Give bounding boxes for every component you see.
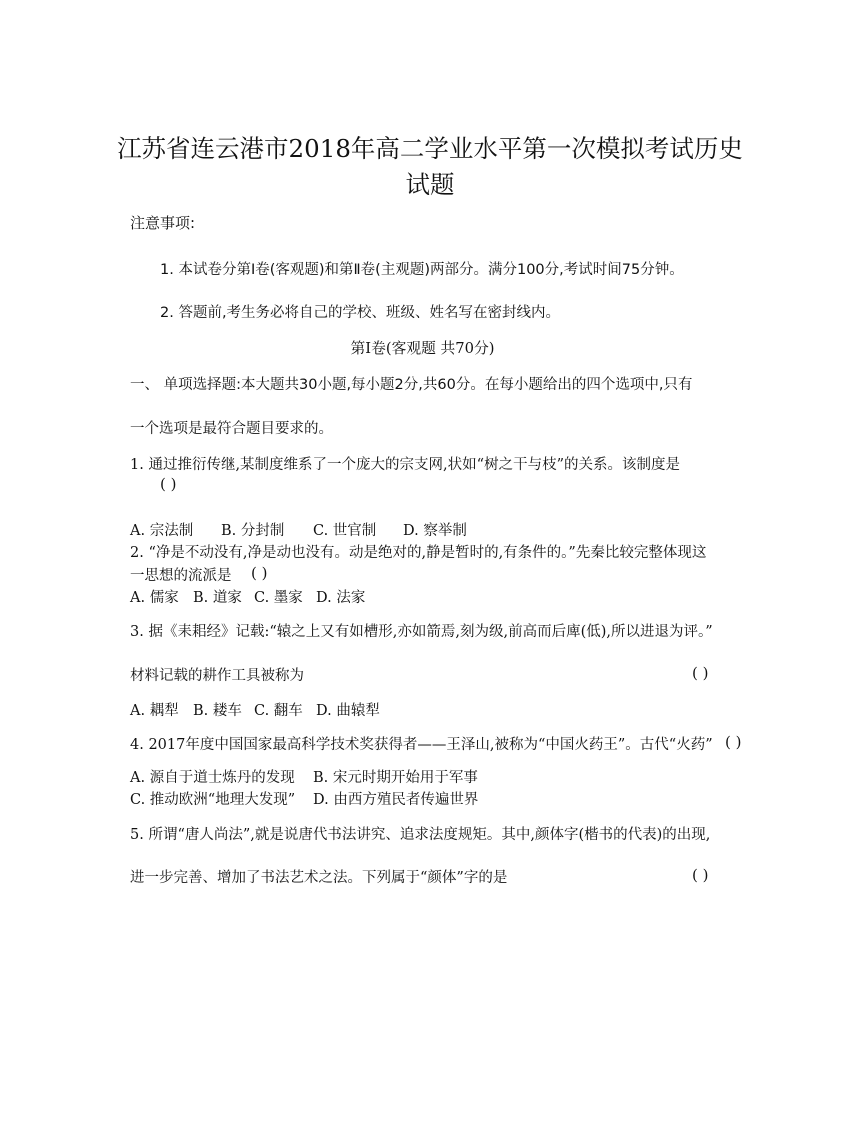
question-3-option-d: D. 曲辕犁: [316, 703, 380, 719]
question-4-option-d: D. 由西方殖民者传遍世界: [313, 792, 479, 808]
question-4-option-a: A. 源自于道士炼丹的发现: [130, 770, 295, 786]
question-2-text-line2: 一思想的流派是: [130, 568, 232, 584]
question-4-answer-bracket: ( ): [725, 733, 742, 751]
notes-heading: 注意事项:: [130, 214, 196, 232]
question-5-text: 5. 所谓“唐人尚法”,就是说唐代书法讲究、追求法度规矩。其中,颜体字(楷书的代表)的出现,: [130, 827, 711, 843]
question-2-option-d: D. 法家: [316, 590, 366, 606]
question-1-option-d: D. 察举制: [403, 523, 467, 539]
section-instructions-line2: 一个选项是最符合题目要求的。: [130, 421, 333, 437]
exam-title-line1: 江苏省连云港市2018年高二学业水平第一次模拟考试历史: [117, 134, 743, 163]
question-3-text-line2: 材料记载的耕作工具被称为: [130, 668, 304, 684]
question-2-option-a: A. 儒家: [130, 590, 179, 606]
question-2-answer-bracket: ( ): [251, 564, 268, 582]
exam-title-line2: 试题: [405, 170, 455, 199]
question-1-text: 1. 通过推衍传继,某制度维系了一个庞大的宗支网,状如“树之干与枝”的关系。该制度是: [130, 457, 680, 473]
question-2-option-c: C. 墨家: [254, 590, 303, 606]
question-2-text: 2. “净是不动没有,净是动也没有。动是绝对的,静是暂时的,有条件的。”先秦比较完整体现这: [130, 545, 707, 561]
note-item-2: 2. 答题前,考生务必将自己的学校、班级、姓名写在密封线内。: [160, 305, 561, 321]
question-1-answer-bracket: ( ): [160, 475, 177, 493]
question-4-option-b: B. 宋元时期开始用于军事: [313, 770, 478, 786]
section-instructions-line1: 一、 单项选择题:本大题共30小题,每小题2分,共60分。在每小题给出的四个选项中,只有: [130, 377, 693, 393]
question-4-option-c: C. 推动欧洲“地理大发现”: [130, 792, 296, 808]
question-3-option-a: A. 耦犁: [130, 703, 179, 719]
question-3-option-c: C. 翻车: [254, 703, 303, 719]
question-5-answer-bracket: ( ): [692, 866, 709, 884]
question-5-text-line2: 进一步完善、增加了书法艺术之法。下列属于“颜体”字的是: [130, 870, 508, 886]
question-3-answer-bracket: ( ): [692, 664, 709, 682]
question-3-text: 3. 据《耒耜经》记载:“辕之上又有如槽形,亦如箭焉,刻为级,前高而后庳(低),所以进退为评。”: [130, 624, 713, 640]
question-4-text: 4. 2017年度中国国家最高科学技术奖获得者——王泽山,被称为“中国火药王”。古代“火药”: [130, 737, 713, 753]
question-1-option-c: C. 世官制: [313, 523, 377, 539]
part1-heading: 第Ⅰ卷(客观题 共70分): [350, 339, 495, 357]
question-1-option-b: B. 分封制: [221, 523, 285, 539]
note-item-1: 1. 本试卷分第Ⅰ卷(客观题)和第Ⅱ卷(主观题)两部分。满分100分,考试时间75分钟。: [160, 262, 684, 278]
question-2-option-b: B. 道家: [193, 590, 242, 606]
question-3-option-b: B. 耧车: [193, 703, 242, 719]
question-1-option-a: A. 宗法制: [130, 523, 194, 539]
